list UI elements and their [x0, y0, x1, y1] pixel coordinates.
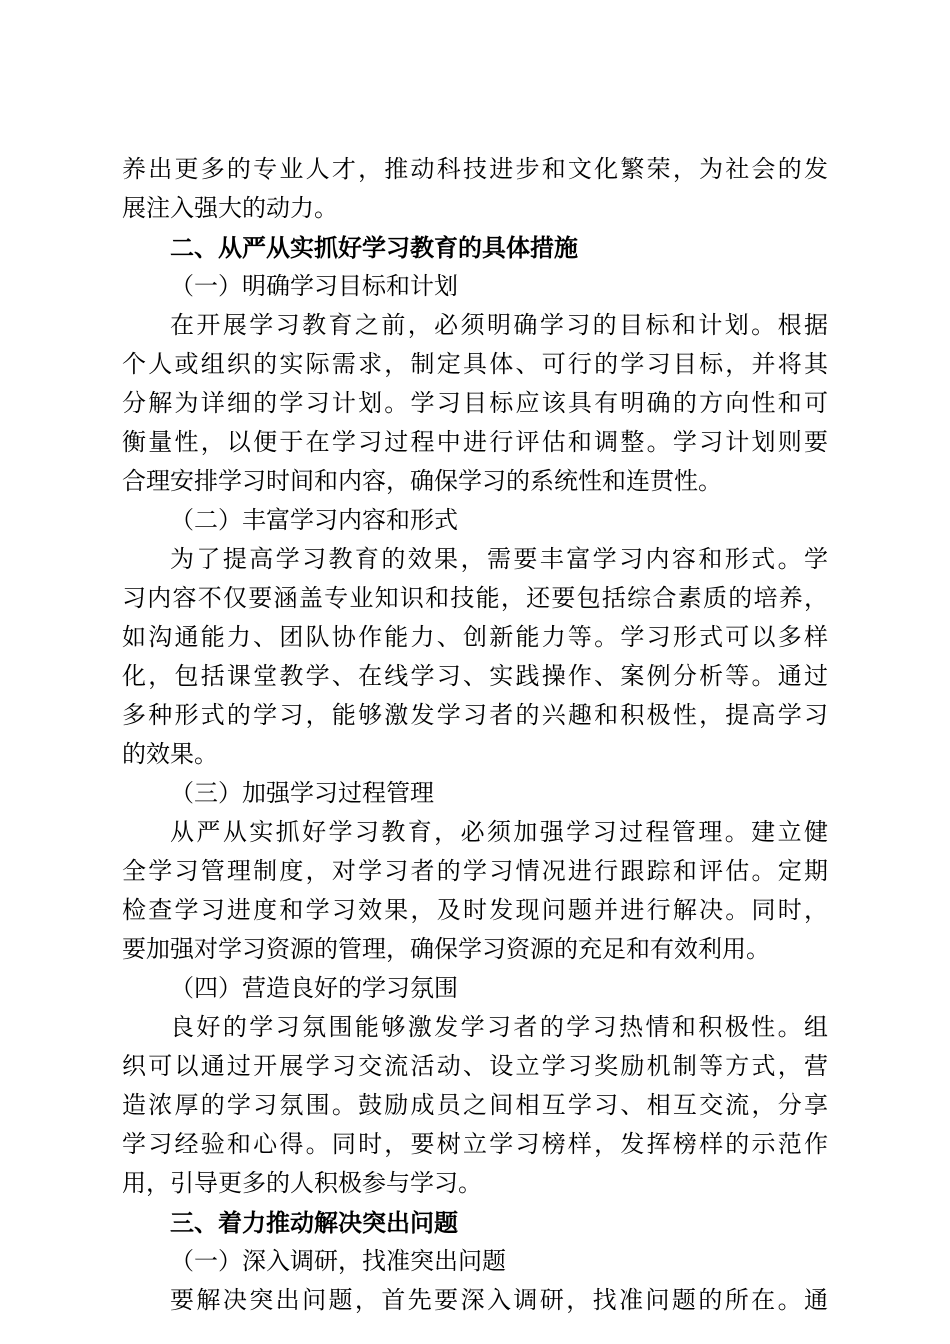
body-text-line: 学习经验和心得。同时，要树立学习榜样，发挥榜样的示范作: [122, 1130, 828, 1158]
subsection-heading: （四）营造良好的学习氛围: [170, 974, 458, 1002]
body-text-line: 个人或组织的实际需求，制定具体、可行的学习目标，并将其: [122, 350, 828, 378]
subsection-heading: （一）明确学习目标和计划: [170, 272, 458, 300]
document-page: [122, 150, 828, 1320]
paragraph-first-line: 为了提高学习教育的效果，需要丰富学习内容和形式。学: [170, 545, 828, 573]
body-text-line: 展注入强大的动力。: [122, 194, 338, 222]
paragraph-first-line: 在开展学习教育之前，必须明确学习的目标和计划。根据: [170, 311, 828, 339]
section-heading: 二、从严从实抓好学习教育的具体措施: [170, 233, 578, 262]
subsection-heading: （三）加强学习过程管理: [170, 779, 434, 807]
body-text-line: 合理安排学习时间和内容，确保学习的系统性和连贯性。: [122, 467, 722, 495]
paragraph-first-line: 要解决突出问题，首先要深入调研，找准问题的所在。通: [170, 1286, 828, 1314]
body-text-line: 分解为详细的学习计划。学习目标应该具有明确的方向性和可: [122, 389, 828, 417]
body-text-line: 的效果。: [122, 740, 218, 768]
paragraph-first-line: 从严从实抓好学习教育，必须加强学习过程管理。建立健: [170, 818, 828, 846]
subsection-heading: （一）深入调研，找准突出问题: [170, 1247, 506, 1275]
section-heading: 三、着力推动解决突出问题: [170, 1208, 458, 1237]
body-text-line: 养出更多的专业人才，推动科技进步和文化繁荣，为社会的发: [122, 155, 828, 183]
body-text-line: 衡量性，以便于在学习过程中进行评估和调整。学习计划则要: [122, 428, 828, 456]
body-text-line: 全学习管理制度，对学习者的学习情况进行跟踪和评估。定期: [122, 857, 828, 885]
paragraph-first-line: 良好的学习氛围能够激发学习者的学习热情和积极性。组: [170, 1013, 828, 1041]
body-text-line: 化，包括课堂教学、在线学习、实践操作、案例分析等。通过: [122, 662, 828, 690]
body-text-line: 检查学习进度和学习效果，及时发现问题并进行解决。同时，: [122, 896, 828, 924]
subsection-heading: （二）丰富学习内容和形式: [170, 506, 458, 534]
body-text-line: 习内容不仅要涵盖专业知识和技能，还要包括综合素质的培养，: [122, 584, 828, 612]
body-text-line: 织可以通过开展学习交流活动、设立学习奖励机制等方式，营: [122, 1052, 828, 1080]
body-text-line: 多种形式的学习，能够激发学习者的兴趣和积极性，提高学习: [122, 701, 828, 729]
body-text-line: 如沟通能力、团队协作能力、创新能力等。学习形式可以多样: [122, 623, 828, 651]
body-text-line: 用，引导更多的人积极参与学习。: [122, 1169, 482, 1197]
body-text-line: 造浓厚的学习氛围。鼓励成员之间相互学习、相互交流，分享: [122, 1091, 828, 1119]
body-text-line: 要加强对学习资源的管理，确保学习资源的充足和有效利用。: [122, 935, 770, 963]
